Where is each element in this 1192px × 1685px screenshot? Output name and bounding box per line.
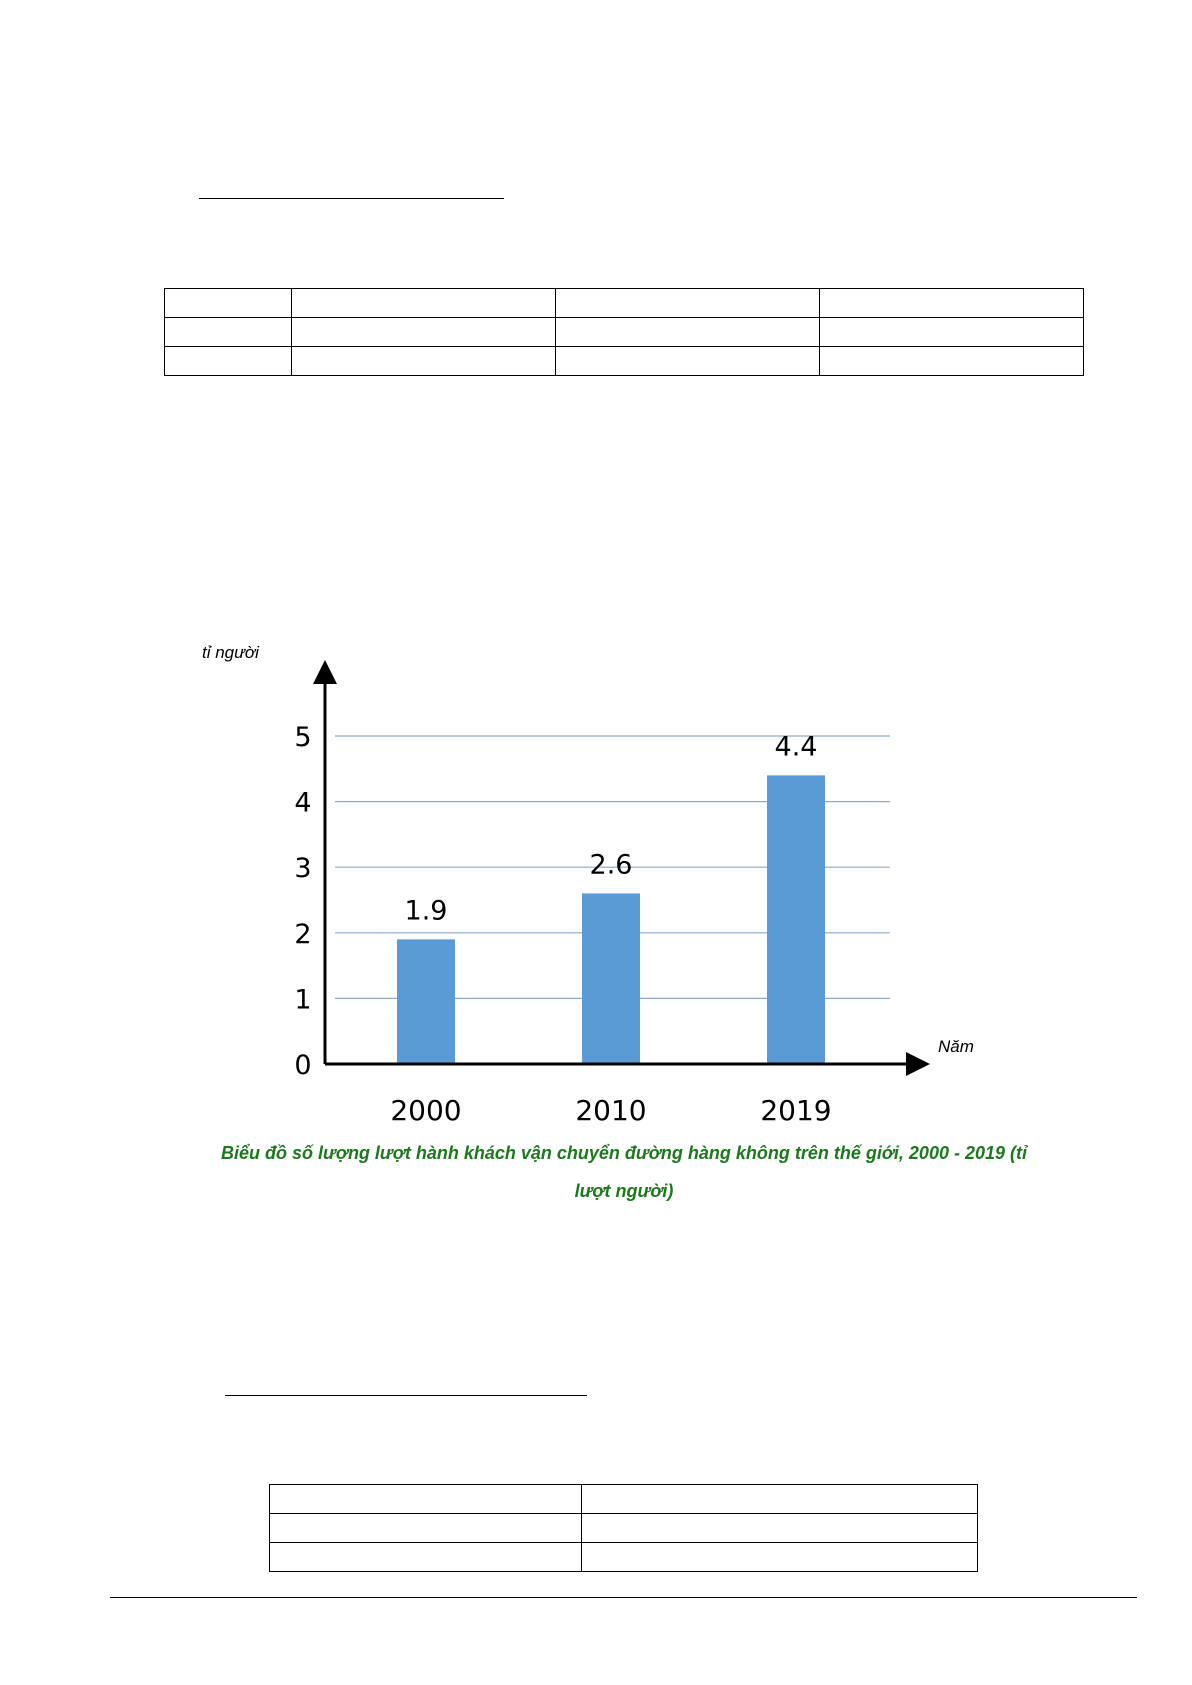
x-tick-label: 2019 [760,1094,832,1127]
blank-table-bottom [269,1484,978,1572]
table-row [270,1485,978,1514]
x-tick-label: 2000 [390,1094,462,1127]
y-axis-label: tỉ người [202,643,259,662]
heading-underline-bottom [225,1395,587,1396]
data-label: 2.6 [589,849,633,881]
bar [767,775,825,1064]
x-axis-label: Năm [938,1037,974,1056]
y-tick-label: 3 [294,853,312,885]
y-tick-label: 2 [294,918,312,950]
bar [582,893,640,1064]
data-label: 4.4 [774,731,818,763]
chart-bars [397,775,825,1064]
table-row [270,1543,978,1572]
y-tick-label: 0 [294,1050,312,1081]
y-tick-label: 1 [294,984,312,1016]
data-label: 1.9 [404,895,448,927]
y-tick-labels [294,722,311,1081]
y-tick-label: 4 [294,787,312,819]
table-cell [270,1514,582,1543]
bar [397,939,455,1064]
chart-caption [200,1134,1048,1210]
table-row [270,1514,978,1543]
x-tick-label: 2010 [575,1094,647,1127]
page-footer-rule [110,1597,1137,1598]
x-tick-labels [390,1094,831,1127]
y-tick-label: 5 [294,722,312,753]
chart-caption-line-1: Biểu đồ số lượng lượt hành khách vận chuyển đường hàng không trên thế giới, 2000 - 2019 (tỉ [221,1143,1027,1163]
table-cell [270,1485,582,1514]
chart-caption-line-2: lượt người) [574,1181,674,1201]
table-cell [582,1514,978,1543]
table-cell [582,1485,978,1514]
table-cell [270,1543,582,1572]
table-cell [582,1543,978,1572]
